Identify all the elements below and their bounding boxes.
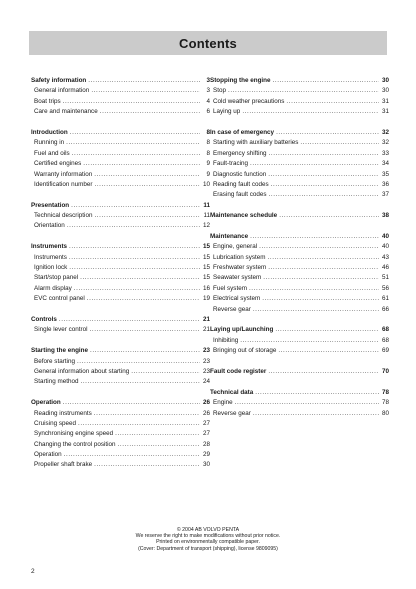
toc-right-column	[210, 76, 389, 429]
dot-leader	[100, 107, 200, 117]
toc-label: Alarm display	[34, 284, 72, 292]
toc-label: Stopping the engine	[210, 77, 271, 84]
toc-page-number: 69	[381, 347, 389, 355]
toc-page-number: 4	[206, 97, 210, 105]
toc-page-number: 51	[381, 274, 389, 282]
toc-entry-boat-trips[interactable]	[31, 97, 210, 107]
dot-leader	[83, 159, 200, 169]
toc-label: Reading instruments	[34, 409, 92, 417]
toc-page-number: 35	[381, 170, 389, 178]
toc-entry-fuel-and-oils[interactable]	[31, 149, 210, 159]
toc-page-number: 29	[202, 451, 210, 459]
toc-label: Fuel and oils	[34, 149, 70, 157]
toc-label: Emergency shifting	[213, 149, 267, 157]
toc-heading-stopping-the-engine[interactable]	[210, 76, 389, 86]
toc-heading-operation[interactable]	[31, 398, 210, 408]
dot-leader	[279, 211, 379, 221]
modification-notice: We reserve the right to make modifications without prior notice.	[135, 533, 281, 540]
toc-label: Electrical system	[213, 295, 261, 303]
dot-leader	[253, 409, 379, 419]
toc-label: Start/stop panel	[34, 274, 79, 282]
toc-entry-warranty-information[interactable]	[31, 170, 210, 180]
dot-leader	[69, 263, 200, 273]
toc-page-number: 21	[202, 315, 210, 323]
toc-page-number: 61	[381, 295, 389, 303]
toc-heading-presentation[interactable]	[31, 201, 210, 211]
toc-heading-in-case-of-emergency[interactable]	[210, 128, 389, 138]
toc-page-number: 12	[202, 222, 210, 230]
dot-leader	[70, 128, 200, 138]
dot-leader	[90, 346, 200, 356]
dot-leader	[131, 367, 200, 377]
dot-leader	[253, 305, 379, 315]
toc-entry-erasing-fault-codes[interactable]	[210, 190, 389, 200]
dot-leader	[94, 170, 200, 180]
toc-label: Freshwater system	[213, 264, 267, 272]
toc-page-number: 27	[202, 430, 210, 438]
toc-label: Stop	[213, 87, 226, 95]
toc-label: Erasing fault codes	[213, 191, 267, 199]
page-number: 2	[31, 568, 35, 575]
dot-leader	[59, 315, 200, 325]
toc-entry-starting-method[interactable]	[31, 377, 210, 387]
toc-heading-technical-data[interactable]	[210, 388, 389, 398]
toc-label: Starting the engine	[31, 347, 89, 355]
toc-section	[31, 315, 210, 336]
toc-page-number: 21	[202, 326, 210, 334]
toc-page-number: 11	[203, 201, 210, 209]
dot-leader	[118, 440, 200, 450]
dot-leader	[271, 180, 379, 190]
toc-page-number: 6	[206, 108, 210, 116]
toc-section	[210, 388, 389, 419]
dot-leader	[242, 107, 379, 117]
toc-page-number: 24	[202, 378, 210, 386]
toc-label: Identification number	[34, 180, 93, 188]
toc-label: Lubrication system	[213, 253, 266, 261]
dot-leader	[63, 398, 200, 408]
toc-label: Instruments	[34, 253, 67, 261]
toc-label: Controls	[31, 315, 57, 323]
toc-page-number: 38	[381, 212, 389, 220]
toc-page-number: 34	[381, 160, 389, 168]
toc-entry-single-lever-control[interactable]	[31, 325, 210, 335]
toc-page-number: 15	[202, 243, 210, 251]
dot-leader	[90, 325, 200, 335]
toc-entry-identification-number[interactable]	[31, 180, 210, 190]
dot-leader	[77, 357, 200, 367]
toc-label: Fault-tracing	[213, 160, 248, 168]
toc-heading-starting-the-engine[interactable]	[31, 346, 210, 356]
dot-leader	[259, 242, 379, 252]
toc-entry-orientation[interactable]	[31, 221, 210, 231]
toc-label: Running in	[34, 139, 65, 147]
toc-entry-fault-tracing[interactable]	[210, 159, 389, 169]
toc-label: Orientation	[34, 222, 65, 230]
toc-entry-inhibiting[interactable]	[210, 336, 389, 346]
dot-leader	[94, 409, 200, 419]
dot-leader	[275, 325, 379, 335]
toc-entry-lubrication-system[interactable]	[210, 253, 389, 263]
toc-page-number: 23	[202, 367, 210, 375]
toc-entry-reverse-gear[interactable]	[210, 409, 389, 419]
toc-label: Fault code register	[210, 367, 267, 375]
dot-leader	[69, 253, 200, 263]
toc-heading-safety-information[interactable]	[31, 76, 210, 86]
toc-heading-maintenance[interactable]	[210, 232, 389, 242]
toc-label: Starting method	[34, 378, 79, 386]
toc-section	[31, 76, 210, 118]
toc-page-number: 30	[381, 87, 389, 95]
dot-leader	[63, 97, 200, 107]
toc-label: Engine, general	[213, 243, 258, 251]
footer	[0, 527, 416, 552]
toc-page-number: 19	[202, 295, 210, 303]
dot-leader	[74, 284, 200, 294]
toc-label: Single lever control	[34, 326, 88, 334]
toc-entry-starting-with-auxiliary-batteries[interactable]	[210, 138, 389, 148]
toc-entry-seawater-system[interactable]	[210, 273, 389, 283]
toc-label: Certified engines	[34, 160, 82, 168]
toc-entry-reading-instruments[interactable]	[31, 409, 210, 419]
toc-page-number: 9	[206, 170, 210, 178]
toc-label: Inhibiting	[213, 336, 239, 344]
toc-entry-synchronising-engine-speed[interactable]	[31, 429, 210, 439]
toc-page-number: 31	[381, 97, 389, 105]
dot-leader	[69, 242, 200, 252]
toc-entry-changing-the-control-position[interactable]	[31, 440, 210, 450]
toc-section	[210, 211, 389, 221]
toc-page-number: 8	[206, 149, 210, 157]
toc-heading-fault-code-register[interactable]	[210, 367, 389, 377]
toc-page-number: 26	[202, 409, 210, 417]
toc-section	[31, 201, 210, 232]
toc-page-number: 78	[381, 399, 389, 407]
toc-entry-certified-engines[interactable]	[31, 159, 210, 169]
toc-entry-fuel-system[interactable]	[210, 284, 389, 294]
dot-leader	[91, 86, 200, 96]
dot-leader	[268, 170, 379, 180]
toc-page-number: 27	[202, 419, 210, 427]
dot-leader	[71, 201, 200, 211]
dot-leader	[250, 232, 379, 242]
dot-leader	[269, 149, 379, 159]
toc-page-number: 23	[202, 347, 210, 355]
dot-leader	[94, 211, 200, 221]
dot-leader	[87, 294, 200, 304]
toc-page-number: 3	[206, 77, 210, 84]
toc-entry-emergency-shifting[interactable]	[210, 149, 389, 159]
toc-label: Synchronising engine speed	[34, 430, 114, 438]
dot-leader	[94, 460, 200, 470]
toc-label: Safety information	[31, 77, 87, 84]
dot-leader	[64, 450, 200, 460]
dot-leader	[67, 221, 200, 231]
dot-leader	[263, 273, 379, 283]
toc-section	[210, 367, 389, 377]
toc-heading-instruments[interactable]	[31, 242, 210, 252]
toc-page-number: 33	[381, 149, 389, 157]
toc-page-number: 37	[381, 191, 389, 199]
toc-heading-laying-up-launching[interactable]	[210, 325, 389, 335]
toc-label: Operation	[34, 451, 62, 459]
toc-heading-controls[interactable]	[31, 315, 210, 325]
toc-heading-maintenance-schedule[interactable]	[210, 211, 389, 221]
toc-entry-start-stop-panel[interactable]	[31, 273, 210, 283]
toc-label: Engine	[213, 399, 233, 407]
dot-leader	[235, 398, 379, 408]
dot-leader	[262, 294, 379, 304]
toc-label: Propeller shaft brake	[34, 461, 93, 469]
dot-leader	[240, 336, 379, 346]
toc-page-number: 40	[381, 232, 389, 240]
toc-label: Warranty information	[34, 170, 93, 178]
toc-label: Reverse gear	[213, 305, 251, 313]
toc-label: Care and maintenance	[34, 108, 98, 116]
toc-entry-general-information-about-starting[interactable]	[31, 367, 210, 377]
toc-label: Laying up	[213, 108, 241, 116]
toc-label: Instruments	[31, 243, 68, 251]
toc-label: Laying up/Launching	[210, 326, 274, 334]
toc-page-number: 26	[202, 399, 210, 407]
dot-leader	[88, 76, 200, 86]
dot-leader	[278, 346, 379, 356]
toc-entry-engine-general[interactable]	[210, 242, 389, 252]
toc-entry-operation[interactable]	[31, 450, 210, 460]
toc-page-number: 3	[206, 87, 210, 95]
toc-label: Presentation	[31, 201, 70, 209]
toc-entry-technical-description[interactable]	[31, 211, 210, 221]
toc-label: Reading fault codes	[213, 180, 269, 188]
dot-leader	[269, 190, 379, 200]
toc-entry-before-starting[interactable]	[31, 357, 210, 367]
toc-label: Maintenance schedule	[210, 212, 278, 220]
dot-leader	[66, 138, 200, 148]
toc-label: Technical data	[210, 388, 254, 396]
toc-label: Ignition lock	[34, 264, 68, 272]
dot-leader	[228, 86, 379, 96]
toc-label: Bringing out of storage	[213, 347, 277, 355]
toc-entry-diagnostic-function[interactable]	[210, 170, 389, 180]
toc-section	[210, 232, 389, 315]
dot-leader	[72, 149, 200, 159]
page-title: Contents	[179, 35, 237, 51]
toc-label: Seawater system	[213, 274, 262, 282]
toc-entry-cruising-speed[interactable]	[31, 419, 210, 429]
toc-page-number: 15	[202, 274, 210, 282]
dot-leader	[250, 159, 379, 169]
toc-page-number: 30	[381, 77, 389, 84]
toc-page-number: 8	[206, 139, 210, 147]
dot-leader	[249, 284, 379, 294]
dot-leader	[268, 253, 380, 263]
toc-entry-reverse-gear[interactable]	[210, 305, 389, 315]
toc-entry-evc-control-panel[interactable]	[31, 294, 210, 304]
toc-section	[31, 398, 210, 471]
toc-page-number: 46	[381, 264, 389, 272]
dot-leader	[273, 76, 379, 86]
toc-label: Cold weather precautions	[213, 97, 285, 105]
toc-label: Introduction	[31, 128, 68, 136]
toc-entry-instruments[interactable]	[31, 253, 210, 263]
toc-entry-ignition-lock[interactable]	[31, 263, 210, 273]
toc-page-number: 30	[202, 461, 210, 469]
toc-label: Technical description	[34, 212, 93, 220]
toc-label: Cruising speed	[34, 419, 77, 427]
toc-entry-care-and-maintenance[interactable]	[31, 107, 210, 117]
toc-label: General information about starting	[34, 367, 130, 375]
dot-leader	[115, 429, 200, 439]
paper-notice: Printed on environmentally compatible paper.	[156, 539, 260, 546]
toc-label: Operation	[31, 399, 61, 407]
dot-leader	[94, 180, 200, 190]
toc-entry-bringing-out-of-storage[interactable]	[210, 346, 389, 356]
toc-page-number: 15	[202, 264, 210, 272]
toc-section	[210, 325, 389, 356]
toc-label: Before starting	[34, 357, 75, 365]
toc-section	[31, 128, 210, 190]
toc-page-number: 15	[202, 253, 210, 261]
dot-leader	[286, 97, 379, 107]
toc-page-number: 11	[203, 212, 210, 220]
toc-label: Diagnostic function	[213, 170, 267, 178]
toc-label: General information	[34, 87, 90, 95]
dot-leader	[276, 128, 379, 138]
toc-page-number: 28	[202, 440, 210, 448]
toc-label: Maintenance	[210, 232, 249, 240]
toc-entry-cold-weather-precautions[interactable]	[210, 97, 389, 107]
toc-page-number: 66	[381, 305, 389, 313]
toc-label: Fuel system	[213, 284, 247, 292]
toc-entry-alarm-display[interactable]	[31, 284, 210, 294]
toc-label: Starting with auxiliary batteries	[213, 139, 299, 147]
dot-leader	[268, 367, 379, 377]
toc-page-number: 31	[381, 108, 389, 116]
toc-entry-engine[interactable]	[210, 398, 389, 408]
dot-leader	[80, 377, 200, 387]
toc-page-number: 36	[381, 180, 389, 188]
copyright-line: © 2004 AB VOLVO PENTA	[176, 527, 240, 533]
toc-section	[210, 76, 389, 118]
toc-entry-propeller-shaft-brake[interactable]	[31, 460, 210, 470]
toc-label: Changing the control position	[34, 440, 116, 448]
toc-page-number: 70	[381, 367, 389, 375]
toc-page-number: 68	[381, 336, 389, 344]
toc-entry-stop[interactable]	[210, 86, 389, 96]
toc-page-number: 16	[202, 284, 210, 292]
toc-section	[31, 242, 210, 304]
toc-entry-general-information[interactable]	[31, 86, 210, 96]
toc-page-number: 80	[381, 409, 389, 417]
toc-page-number: 56	[381, 284, 389, 292]
dot-leader	[80, 273, 200, 283]
toc-entry-laying-up[interactable]	[210, 107, 389, 117]
toc-section	[31, 346, 210, 388]
toc-page-number: 32	[381, 128, 389, 136]
toc-page-number: 32	[381, 139, 389, 147]
toc-left-column	[31, 76, 210, 481]
dot-leader	[268, 263, 379, 273]
toc-entry-electrical-system[interactable]	[210, 294, 389, 304]
toc-label: EVC control panel	[34, 295, 85, 303]
toc-page-number: 9	[206, 160, 210, 168]
toc-entry-running-in[interactable]	[31, 138, 210, 148]
toc-page-number: 8	[206, 128, 210, 136]
toc-heading-introduction[interactable]	[31, 128, 210, 138]
toc-page-number: 40	[381, 243, 389, 251]
toc-page-number: 23	[202, 357, 210, 365]
toc-page-number: 43	[381, 253, 389, 261]
toc-page-number: 78	[381, 388, 389, 396]
dot-leader	[255, 388, 379, 398]
toc-section	[210, 128, 389, 201]
toc-page-number: 68	[381, 326, 389, 334]
dot-leader	[78, 419, 200, 429]
cover-credit: (Cover: Department of transport (shipping), license 9809095)	[138, 545, 278, 552]
dot-leader	[300, 138, 379, 148]
toc-entry-freshwater-system[interactable]	[210, 263, 389, 273]
toc-entry-reading-fault-codes[interactable]	[210, 180, 389, 190]
toc-label: Boat trips	[34, 97, 61, 105]
toc-label: In case of emergency	[210, 128, 275, 136]
toc-page-number: 10	[202, 180, 210, 188]
contents-title-bar	[29, 31, 387, 55]
toc-label: Reverse gear	[213, 409, 251, 417]
